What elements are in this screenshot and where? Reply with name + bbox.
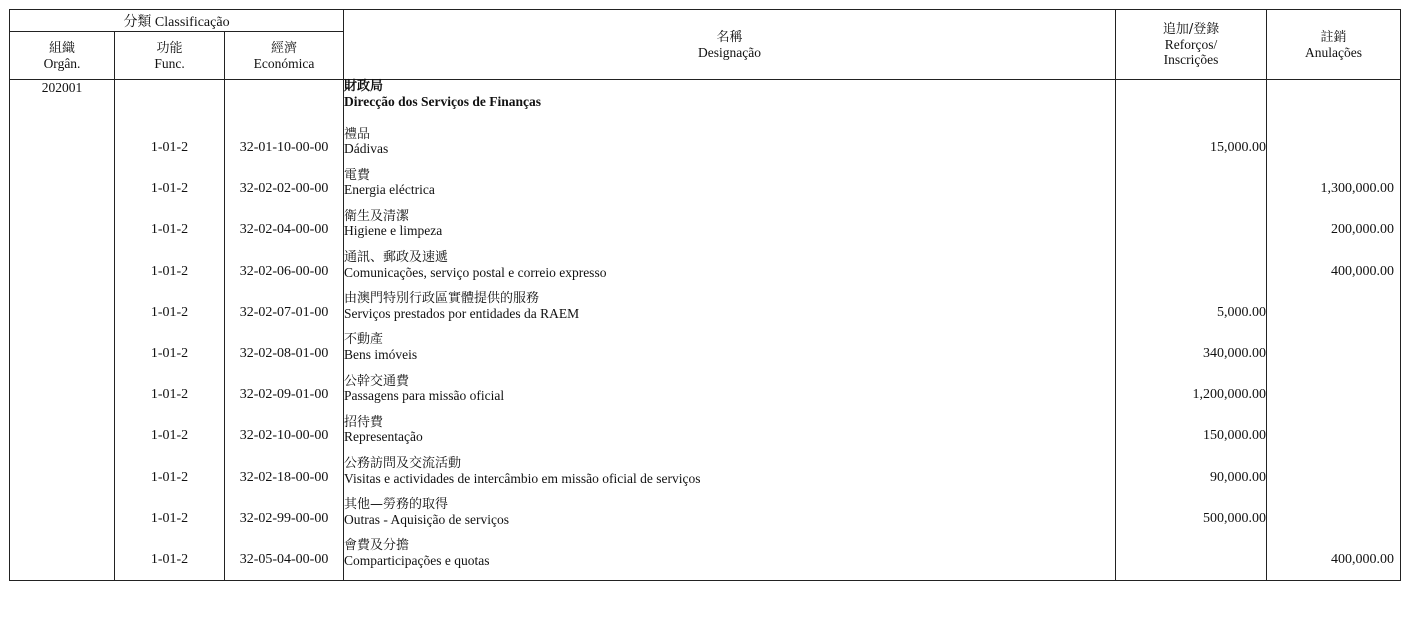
economic-code: 32-02-02-00-00 (225, 169, 344, 210)
function-code: 1-01-2 (115, 457, 225, 498)
annulment-amount (1267, 416, 1401, 457)
organ-cell (10, 457, 115, 498)
reinforcement-amount: 5,000.00 (1116, 292, 1267, 333)
entity-name-pt: Direcção dos Serviços de Finanças (344, 93, 542, 109)
annulment-amount (1267, 375, 1401, 416)
designation-header-pt: Designação (698, 44, 762, 60)
organ-header-zh: 組織 (48, 40, 75, 56)
designation-pt: Bens imóveis (344, 346, 418, 362)
designation-cell (344, 292, 1116, 333)
designation-pt: Energia eléctrica (344, 182, 435, 198)
designation-cell (344, 251, 1116, 292)
reinforcement-amount: 340,000.00 (1116, 333, 1267, 374)
designation-header (344, 10, 1116, 80)
designation-zh: 會費及分擔 (344, 538, 410, 554)
designation-cell (344, 498, 1116, 539)
entity-name-zh: 財政局 (344, 79, 384, 94)
organ-cell (10, 539, 115, 580)
organ-cell (10, 251, 115, 292)
economic-code: 32-02-07-01-00 (225, 292, 344, 333)
organ-header-pt: Orgân. (43, 55, 81, 71)
designation-header-zh: 名稱 (716, 29, 743, 45)
function-code: 1-01-2 (115, 292, 225, 333)
table-row (10, 292, 1401, 333)
organ-cell (10, 210, 115, 251)
classification-header: 分類 Classificação (10, 10, 344, 32)
annulment-amount: 400,000.00 (1267, 539, 1401, 580)
designation-zh: 禮品 (344, 126, 371, 142)
annulment-header (1267, 10, 1401, 80)
entity-func-cell (115, 80, 225, 128)
designation-zh: 通訊、郵政及速遞 (344, 250, 449, 266)
economic-code: 32-02-10-00-00 (225, 416, 344, 457)
entity-row (10, 80, 1401, 128)
function-code: 1-01-2 (115, 375, 225, 416)
reinforcement-amount: 1,200,000.00 (1116, 375, 1267, 416)
designation-cell (344, 539, 1116, 580)
annulment-amount (1267, 333, 1401, 374)
annulment-amount: 400,000.00 (1267, 251, 1401, 292)
entity-econ-cell (225, 80, 344, 128)
entity-anul-cell (1267, 80, 1401, 128)
designation-zh: 公幹交通費 (344, 373, 410, 389)
economic-code: 32-02-04-00-00 (225, 210, 344, 251)
entity-name (344, 80, 1116, 128)
designation-zh: 不動產 (344, 332, 384, 348)
annulment-amount (1267, 128, 1401, 169)
table-row (10, 539, 1401, 580)
function-code: 1-01-2 (115, 498, 225, 539)
economic-code: 32-05-04-00-00 (225, 539, 344, 580)
table-row (10, 333, 1401, 374)
annulment-header-pt: Anulações (1305, 44, 1363, 60)
table-row (10, 457, 1401, 498)
function-code: 1-01-2 (115, 416, 225, 457)
designation-zh: 由澳門特別行政區實體提供的服務 (344, 291, 540, 307)
designation-cell (344, 128, 1116, 169)
annulment-amount (1267, 292, 1401, 333)
reinforcement-header (1116, 10, 1267, 80)
organ-cell (10, 292, 115, 333)
designation-cell (344, 416, 1116, 457)
organ-header (10, 32, 115, 80)
designation-zh: 招待費 (344, 414, 384, 430)
economic-code: 32-02-09-01-00 (225, 375, 344, 416)
table-row (10, 169, 1401, 210)
economic-code: 32-02-18-00-00 (225, 457, 344, 498)
designation-pt: Visitas e actividades de intercâmbio em missão oficial de serviços (344, 470, 701, 486)
function-header (115, 32, 225, 80)
budget-table (9, 9, 1401, 581)
function-code: 1-01-2 (115, 539, 225, 580)
designation-zh: 電費 (344, 167, 371, 183)
designation-cell (344, 333, 1116, 374)
organ-cell (10, 169, 115, 210)
function-header-pt: Func. (154, 55, 185, 71)
designation-cell (344, 210, 1116, 251)
designation-zh: 衛生及清潔 (344, 208, 410, 224)
designation-pt: Serviços prestados por entidades da RAEM (344, 305, 580, 321)
reinforcement-amount (1116, 251, 1267, 292)
designation-pt: Outras - Aquisição de serviços (344, 511, 509, 527)
table-row (10, 498, 1401, 539)
designation-zh: 公務訪問及交流活動 (344, 456, 462, 471)
economic-code: 32-01-10-00-00 (225, 128, 344, 169)
designation-pt: Comunicações, serviço postal e correio expresso (344, 264, 607, 280)
reinforcement-amount: 15,000.00 (1116, 128, 1267, 169)
economic-code: 32-02-06-00-00 (225, 251, 344, 292)
function-code: 1-01-2 (115, 333, 225, 374)
designation-cell (344, 457, 1116, 498)
function-code: 1-01-2 (115, 251, 225, 292)
designation-pt: Representação (344, 429, 423, 445)
reinforcement-amount: 90,000.00 (1116, 457, 1267, 498)
table-row (10, 210, 1401, 251)
reinforcement-amount (1116, 169, 1267, 210)
function-code: 1-01-2 (115, 210, 225, 251)
annulment-amount: 1,300,000.00 (1267, 169, 1401, 210)
annulment-amount: 200,000.00 (1267, 210, 1401, 251)
reinforcement-amount: 150,000.00 (1116, 416, 1267, 457)
function-header-zh: 功能 (156, 40, 183, 56)
designation-cell (344, 375, 1116, 416)
table-row (10, 375, 1401, 416)
designation-zh: 其他—勞務的取得 (344, 497, 449, 513)
designation-pt: Passagens para missão oficial (344, 388, 505, 404)
organ-code: 202001 (10, 80, 115, 128)
organ-cell (10, 333, 115, 374)
economic-header-pt: Económica (253, 55, 315, 71)
annulment-amount (1267, 457, 1401, 498)
economic-header-zh: 經濟 (271, 40, 298, 56)
economic-code: 32-02-08-01-00 (225, 333, 344, 374)
organ-cell (10, 416, 115, 457)
designation-pt: Higiene e limpeza (344, 223, 443, 239)
entity-reinf-cell (1116, 80, 1267, 128)
organ-cell (10, 375, 115, 416)
reinforcement-amount (1116, 539, 1267, 580)
reinforcement-amount: 500,000.00 (1116, 498, 1267, 539)
economic-header (225, 32, 344, 80)
designation-cell (344, 169, 1116, 210)
annulment-header-zh: 註銷 (1320, 29, 1347, 45)
function-code: 1-01-2 (115, 128, 225, 169)
economic-code: 32-02-99-00-00 (225, 498, 344, 539)
table-row (10, 251, 1401, 292)
reinforcement-amount (1116, 210, 1267, 251)
reinforcement-header-zh: 追加/登錄 (1162, 22, 1220, 37)
designation-pt: Dádivas (344, 141, 389, 156)
organ-cell (10, 498, 115, 539)
table-row (10, 416, 1401, 457)
function-code: 1-01-2 (115, 169, 225, 210)
designation-pt: Comparticipações e quotas (344, 552, 490, 568)
reinforcement-header-pt2: Inscrições (1163, 52, 1219, 67)
reinforcement-header-pt1: Reforços/ (1164, 37, 1218, 52)
organ-cell (10, 128, 115, 169)
annulment-amount (1267, 498, 1401, 539)
table-row (10, 128, 1401, 169)
